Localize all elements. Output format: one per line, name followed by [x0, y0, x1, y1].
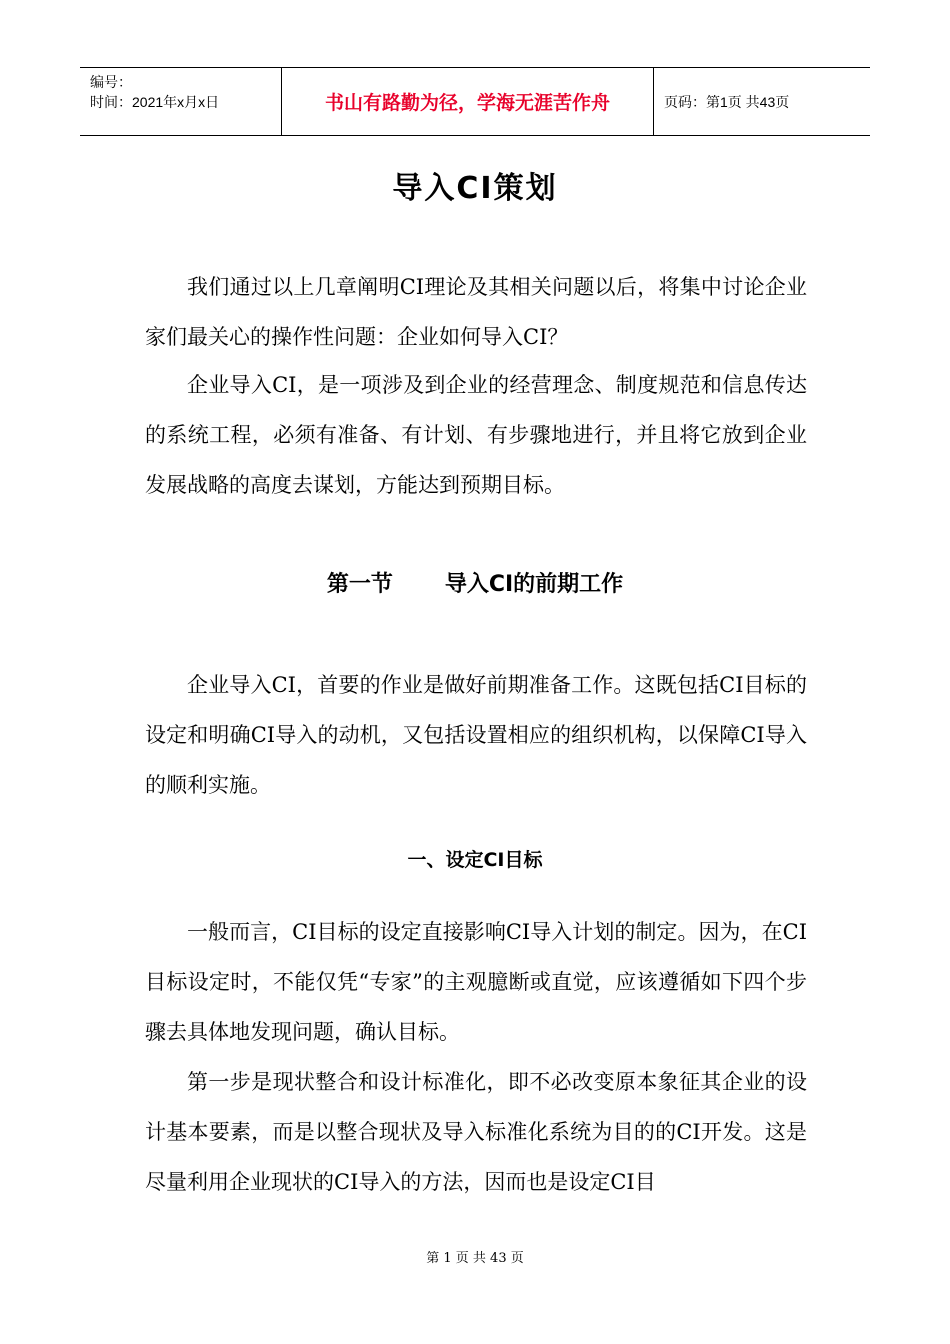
document-title: 导入CI策划: [392, 171, 558, 206]
section-number: 第一节: [326, 572, 393, 597]
header-page-info: 页码：第1页 共43页: [664, 93, 790, 110]
subsection-paragraph-1: 一般而言，CI目标的设定直接影响CI导入计划的制定。因为，在CI目标设定时，不能仅凭“专家”的主观臆断或直觉，应该遵循如下四个步骤去具体地发现问题，确认目标。: [145, 920, 807, 1044]
header-meta: [80, 68, 282, 135]
section-name: 导入CI的前期工作: [444, 572, 624, 597]
subsection-heading: 一、设定CI目标: [407, 849, 543, 871]
section-paragraph: 企业导入CI，首要的作业是做好前期准备工作。这既包括CI目标的设定和明确CI导入的动机，又包括设置相应的组织机构，以保障CI导入的顺利实施。: [145, 673, 807, 797]
header-motto: 书山有路勤为径，学海无涯苦作舟: [282, 68, 654, 135]
intro-paragraph-1: 我们通过以上几章阐明CI理论及其相关问题以后，将集中讨论企业家们最关心的操作性问题：企业如何导入CI？: [145, 275, 807, 349]
document-date: 时间：2021年x月x日: [90, 94, 220, 110]
subsection-paragraph-2: 第一步是现状整合和设计标准化，即不必改变原本象征其企业的设计基本要素，而是以整合现状及导入标准化系统为目的的CI开发。这是尽量利用企业现状的CI导入的方法，因而也是设定CI目: [145, 1070, 807, 1194]
intro-paragraph-2: 企业导入CI，是一项涉及到企业的经营理念、制度规范和信息传达的系统工程，必须有准备、有计划、有步骤地进行，并且将它放到企业发展战略的高度去谋划，方能达到预期目标。: [145, 373, 807, 497]
section-heading: [0, 567, 950, 598]
page-header: [80, 67, 870, 136]
document-number-label: 编号：: [90, 74, 132, 90]
page-footer: 第 1 页 共 43 页: [426, 1251, 524, 1266]
